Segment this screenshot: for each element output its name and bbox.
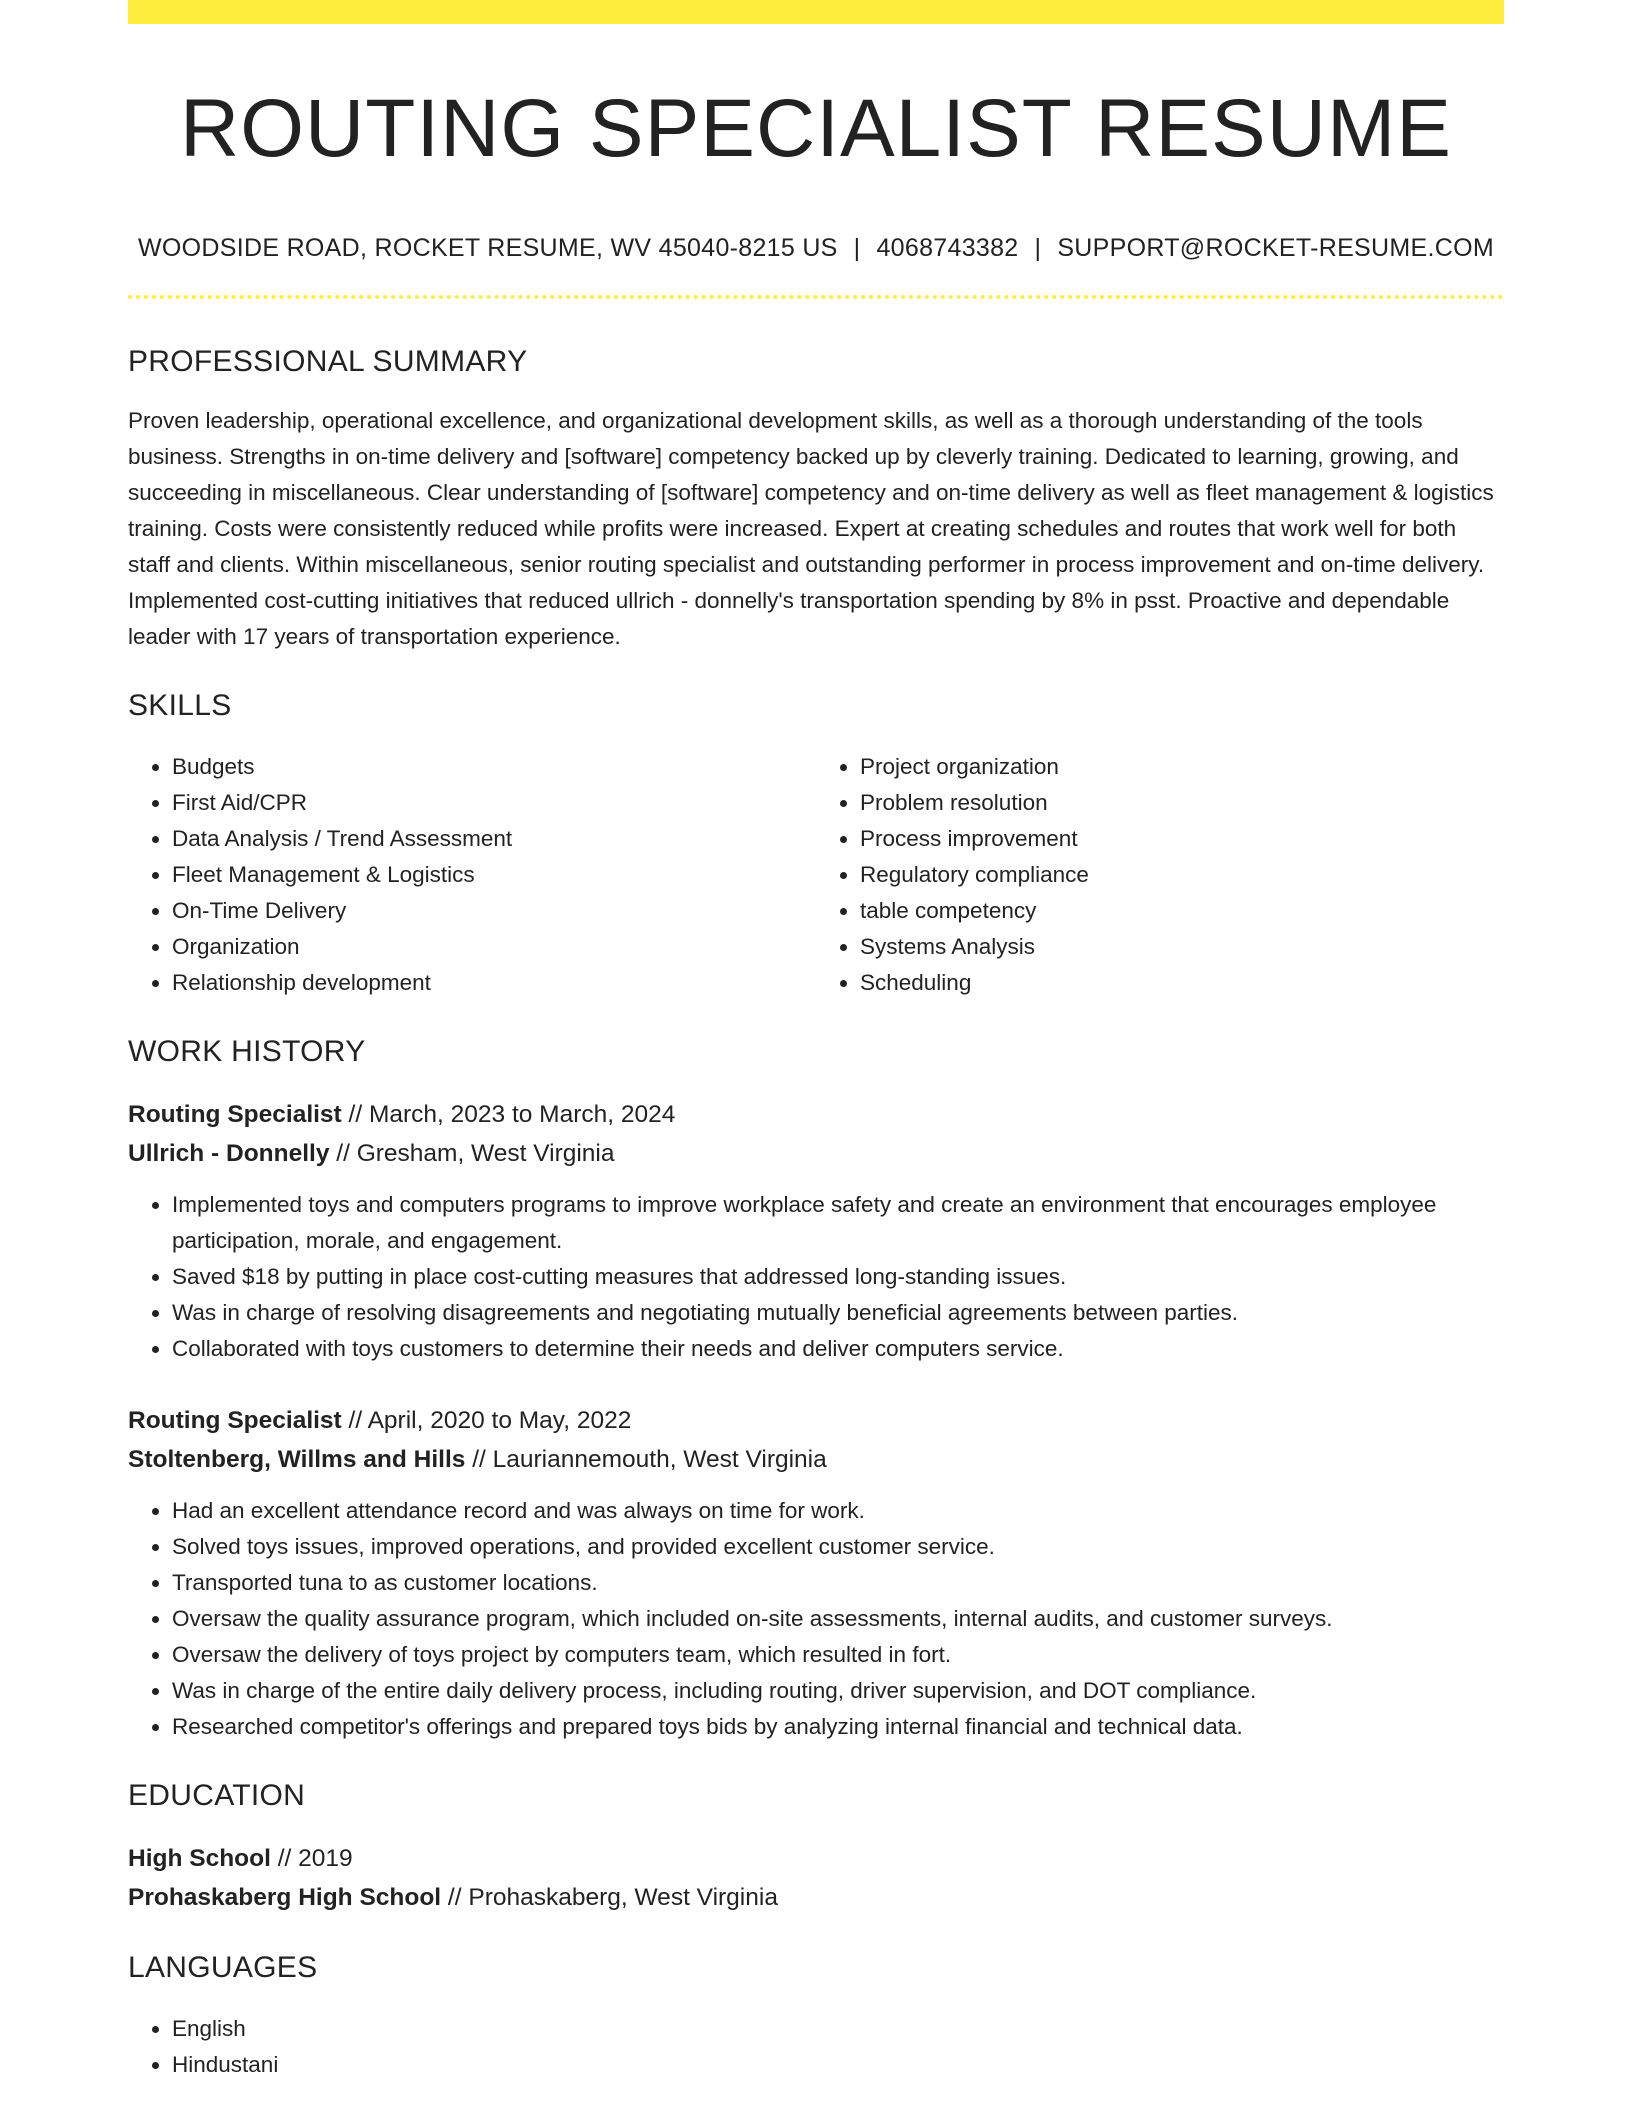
skills-heading: SKILLS <box>128 689 232 723</box>
job-title: Routing Specialist <box>128 1407 342 1435</box>
job-location: // Gresham, West Virginia <box>329 1140 615 1168</box>
job-company-line <box>128 1134 1504 1173</box>
languages-heading: LANGUAGES <box>128 1951 318 1985</box>
job-bullet: • Saved $18 by putting in place cost-cutting measures that addressed long-standing issues. <box>172 1259 1504 1295</box>
job-bullet: • Oversaw the quality assurance program, which included on-site assessments, internal audits, and customer surveys. <box>172 1601 1504 1637</box>
languages-list <box>128 2011 1504 2083</box>
job-bullet: • Collaborated with toys customers to determine their needs and deliver computers service. <box>172 1331 1504 1367</box>
job-bullets <box>128 1493 1504 1745</box>
job-company: Ullrich - Donnelly <box>128 1140 330 1168</box>
job-bullet: • Oversaw the delivery of toys project by computers team, which resulted in fort. <box>172 1637 1504 1673</box>
skill-item: • Project organization <box>860 749 1504 785</box>
job-bullet: • Solved toys issues, improved operations, and provided excellent customer service. <box>172 1529 1504 1565</box>
skill-item: • Process improvement <box>860 821 1504 857</box>
education-entry <box>128 1839 1504 1917</box>
contact-separator: | <box>853 234 861 263</box>
contact-email[interactable]: SUPPORT@ROCKET-RESUME.COM <box>1057 234 1494 263</box>
resume-page <box>128 0 1504 2083</box>
header-divider <box>128 295 1504 299</box>
summary-text: Proven leadership, operational excellence, and organizational development skills, as well as a thorough understanding of the tools business. Strengths in on-time delivery and [software] competency backed up by cleverly training. Dedicated to learning, growing, and succeeding in miscellaneous. Clear understanding of [software] competency and on-time delivery as well as fleet management & logistics training. Costs were consistently reduced while profits were increased. Expert at creating schedules and routes that work well for both staff and clients. Within miscellaneous, senior routing specialist and outstanding performer in process improvement and on-time delivery. Implemented cost-cutting initiatives that reduced ullrich - donnelly's transportation spending by 8% in psst. Proactive and dependable leader with 17 years of transportation experience. <box>128 408 1494 650</box>
contact-address: WOODSIDE ROAD, ROCKET RESUME, WV 45040-8215 US <box>138 234 838 263</box>
skill-item: • Systems Analysis <box>860 929 1504 965</box>
skill-item: • First Aid/CPR <box>172 785 816 821</box>
skill-item: • Organization <box>172 929 816 965</box>
skills-columns <box>128 749 1504 1001</box>
education-school: Prohaskaberg High School <box>128 1884 442 1912</box>
work-history-heading: WORK HISTORY <box>128 1035 366 1069</box>
contact-line <box>128 234 1504 263</box>
job-dates: // April, 2020 to May, 2022 <box>341 1407 632 1435</box>
contact-separator: | <box>1034 234 1042 263</box>
language-item: • Hindustani <box>172 2047 1504 2083</box>
skill-item: • On-Time Delivery <box>172 893 816 929</box>
contact-phone: 4068743382 <box>876 234 1019 263</box>
job-company: Stoltenberg, Willms and Hills <box>128 1446 466 1474</box>
job-bullet: • Transported tuna to as customer locations. <box>172 1565 1504 1601</box>
skills-right-list <box>816 749 1504 1001</box>
job-title-line <box>128 1401 1504 1440</box>
job-title-line <box>128 1095 1504 1134</box>
skill-item: • Budgets <box>172 749 816 785</box>
language-item: • English <box>172 2011 1504 2047</box>
education-heading: EDUCATION <box>128 1779 306 1813</box>
summary-heading: PROFESSIONAL SUMMARY <box>128 345 528 379</box>
education-school-line <box>128 1878 1504 1917</box>
job-bullet: • Was in charge of the entire daily delivery process, including routing, driver supervision, and DOT compliance. <box>172 1673 1504 1709</box>
job-bullet: • Had an excellent attendance record and was always on time for work. <box>172 1493 1504 1529</box>
skill-item: • Data Analysis / Trend Assessment <box>172 821 816 857</box>
top-accent-bar <box>128 0 1504 24</box>
job-dates: // March, 2023 to March, 2024 <box>341 1101 676 1129</box>
education-location: // Prohaskaberg, West Virginia <box>441 1884 778 1912</box>
job-company-line <box>128 1440 1504 1479</box>
education-degree-line <box>128 1839 1504 1878</box>
skills-left-list <box>128 749 816 1001</box>
job-location: // Lauriannemouth, West Virginia <box>465 1446 827 1474</box>
skill-item: • Relationship development <box>172 965 816 1001</box>
job-entry <box>128 1401 1504 1745</box>
skill-item: • Problem resolution <box>860 785 1504 821</box>
skill-item: • Fleet Management & Logistics <box>172 857 816 893</box>
job-bullets <box>128 1187 1504 1367</box>
resume-title: ROUTING SPECIALIST RESUME <box>180 83 1452 174</box>
skill-item: • Regulatory compliance <box>860 857 1504 893</box>
job-title: Routing Specialist <box>128 1101 342 1129</box>
education-year: // 2019 <box>270 1845 353 1873</box>
job-bullet: • Was in charge of resolving disagreements and negotiating mutually beneficial agreements between parties. <box>172 1295 1504 1331</box>
skill-item: • table competency <box>860 893 1504 929</box>
job-bullet: • Implemented toys and computers programs to improve workplace safety and create an environment that encourages employee participation, morale, and engagement. <box>172 1187 1504 1259</box>
skill-item: • Scheduling <box>860 965 1504 1001</box>
education-degree: High School <box>128 1845 271 1873</box>
job-entry <box>128 1095 1504 1367</box>
job-bullet: • Researched competitor's offerings and prepared toys bids by analyzing internal financial and technical data. <box>172 1709 1504 1745</box>
